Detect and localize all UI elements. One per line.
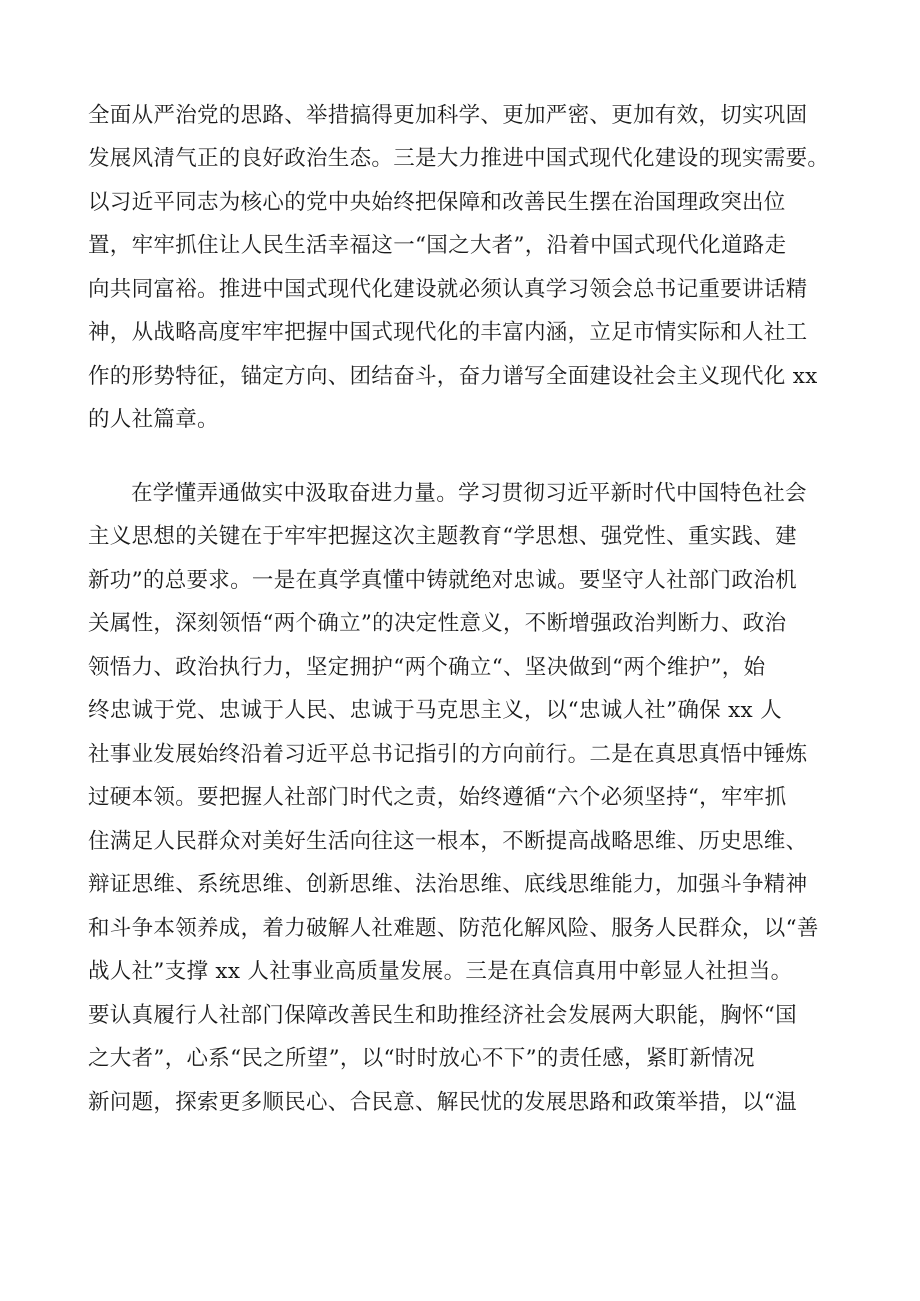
text-line: 向共同富裕。推进中国式现代化建设就必须认真学习领会总书记重要讲话精 (88, 277, 808, 302)
text-line: 战人社”支撑 xx 人社事业高质量发展。三是在真信真用中彰显人社担当。 (88, 959, 793, 984)
text-line: 过硬本领。要把握人社部门时代之责，始终遵循“六个必须坚持“，牢牢抓 (88, 785, 787, 810)
text-line: 社事业发展始终沿着习近平总书记指引的方向前行。二是在真思真悟中锤炼 (88, 742, 808, 767)
text-line: 要认真履行人社部门保障改善民生和助推经济社会发展两大职能，胸怀“国 (88, 1003, 797, 1028)
text-line: 关属性，深刻领悟“两个确立”的决定性意义，不断增强政治判断力、政治 (88, 611, 787, 636)
paragraph-first-line: 在学懂弄通做实中汲取奋进力量。学习贯彻习近平新时代中国特色社会 (131, 481, 807, 506)
text-line: 之大者”，心系“民之所望”，以“时时放心不下”的责任感，紧盯新情况 (88, 1046, 755, 1071)
text-line: 发展风清气正的良好政治生态。三是大力推进中国式现代化建设的现实需要。 (88, 146, 830, 171)
text-line: 新问题，探索更多顺民心、合民意、解民忧的发展思路和政策举措，以“温 (88, 1090, 797, 1115)
text-line: 的人社篇章。 (88, 407, 219, 432)
text-line: 新功”的总要求。一是在真学真懂中铸就绝对忠诚。要坚守人社部门政治机 (88, 568, 797, 593)
text-line: 全面从严治党的思路、举措搞得更加科学、更加严密、更加有效，切实巩固 (88, 103, 808, 128)
text-line: 辩证思维、系统思维、创新思维、法治思维、底线思维能力，加强斗争精神 (88, 872, 808, 897)
text-line: 主义思想的关键在于牢牢把握这次主题教育“学思想、强党性、重实践、建 (88, 524, 797, 549)
text-line: 终忠诚于党、忠诚于人民、忠诚于马克思主义，以“忠诚人社”确保 xx 人 (88, 698, 782, 723)
text-line: 作的形势特征，锚定方向、团结奋斗，奋力谱写全面建设社会主义现代化 xx (88, 364, 818, 389)
text-line: 神，从战略高度牢牢把握中国式现代化的丰富内涵，立足市情实际和人社工 (88, 320, 808, 345)
text-line: 和斗争本领养成，着力破解人社难题、防范化解风险、服务人民群众，以“善 (88, 916, 819, 941)
text-line: 置，牢牢抓住让人民生活幸福这一“国之大者”，沿着中国式现代化道路走 (88, 233, 787, 258)
text-line: 以习近平同志为核心的党中央始终把保障和改善民生摆在治国理政突出位 (88, 190, 786, 215)
text-line: 领悟力、政治执行力，坚定拥护“两个确立“、坚决做到“两个维护”，始 (88, 655, 766, 680)
text-line: 住满足人民群众对美好生活向往这一根本，不断提高战略思维、历史思维、 (88, 829, 808, 854)
